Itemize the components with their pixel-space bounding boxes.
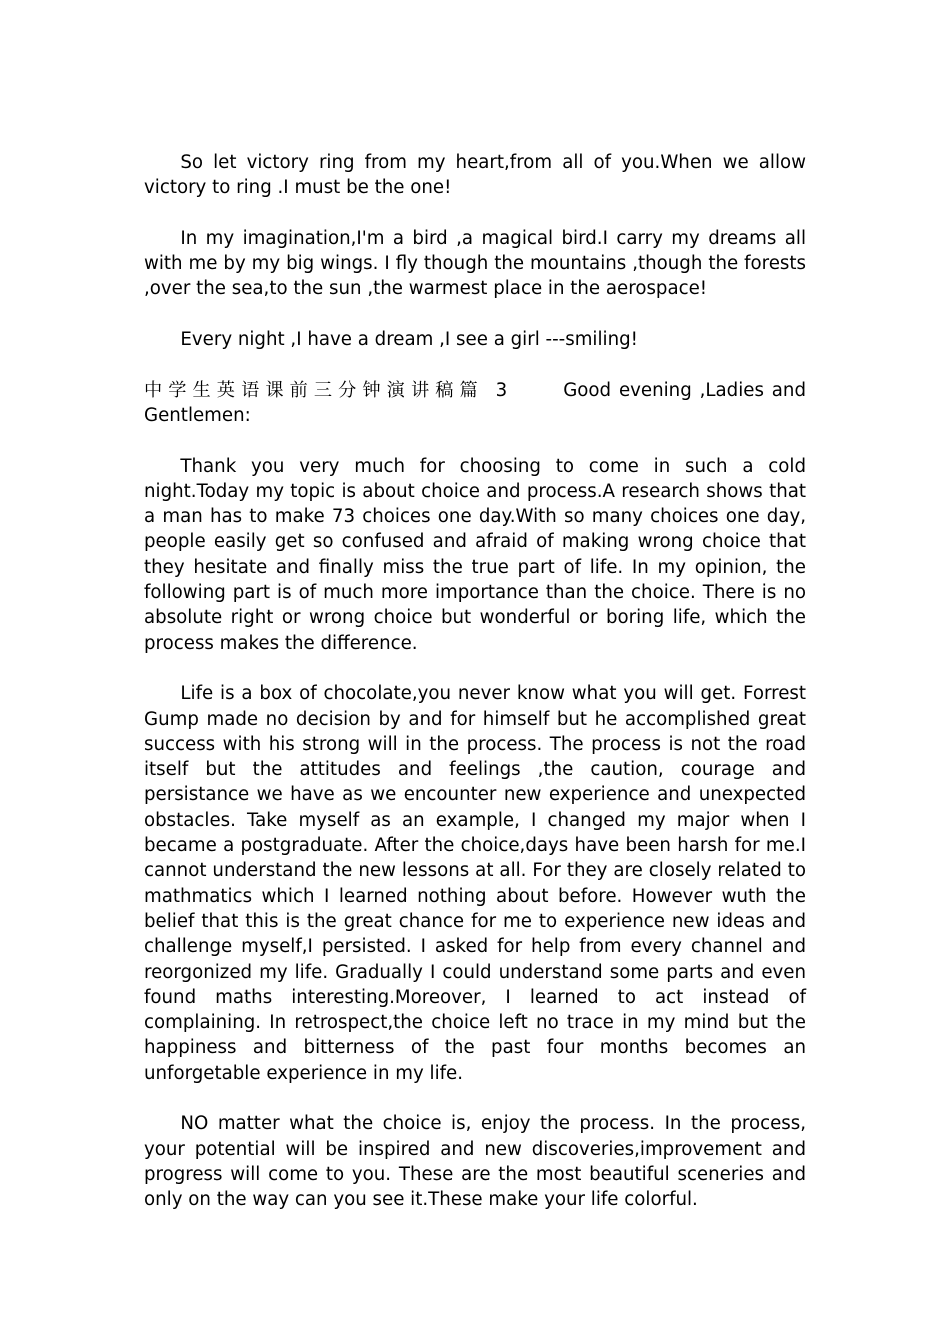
paragraph-choice: Thank you very much for choosing to come in such a cold night.Today my topic is about choice and process.A research shows that a man has to make 73 choices one day.With so many choices one day, people easily get so confused and afraid of making wrong choice that they hesitate and finally miss the true part of life. In my opinion, the following part is of much more importance than the choice. There is no absolute right or wrong choice but wonderful or boring life, which the process makes the difference. — [144, 455, 806, 654]
section-title: 中学生英语课前三分钟演讲稿篇 3 — [144, 379, 512, 401]
paragraph-dream: Every night ,I have a dream ,I see a girl ---smiling! — [180, 329, 638, 351]
paragraph-chocolate: Life is a box of chocolate,you never know what you will get. Forrest Gump made no decision by and for himself but he accomplished great success with his strong will in the process. The process is not the road itself but the attitudes and feelings ,the caution, courage and persistance we have as we encounter new experience and unexpected obstacles. Take myself as an example, I changed my major when I became a postgraduate. After the choice,days have been harsh for me.I cannot understand the new lessons at all. For they are closely related to mathmatics which I learned nothing about before. However wuth the belief that this is the great chance for me to experience new ideas and challenge myself,I persisted. I asked for help from every channel and reorgonized my life. Gradually I could understand some parts and even found maths interesting.Moreover, I learned to act instead of complaining. In retrospect,the choice left no trace in my mind but the happiness and bitterness of the past four months becomes an unforgetable experience in my life. — [144, 683, 806, 1084]
greeting-text: Good evening ,Ladies and Gentlemen: — [144, 379, 806, 426]
paragraph-process: NO matter what the choice is, enjoy the process. In the process, your potential will be inspired and new discoveries,improvement and progress will come to you. These are the most beautiful sceneries and only on the way can you see it.These make your life colorful. — [144, 1113, 806, 1211]
paragraph-victory: So let victory ring from my heart,from all of you.When we allow victory to ring .I must be the one! — [144, 152, 806, 199]
paragraph-imagination: In my imagination,I'm a bird ,a magical bird.I carry my dreams all with me by my big wings. I fly though the mountains ,though the forests ,over the sea,to the sun ,the warmest place in the aerospace! — [144, 227, 806, 300]
document-body — [144, 150, 806, 1238]
section-heading — [144, 378, 806, 429]
